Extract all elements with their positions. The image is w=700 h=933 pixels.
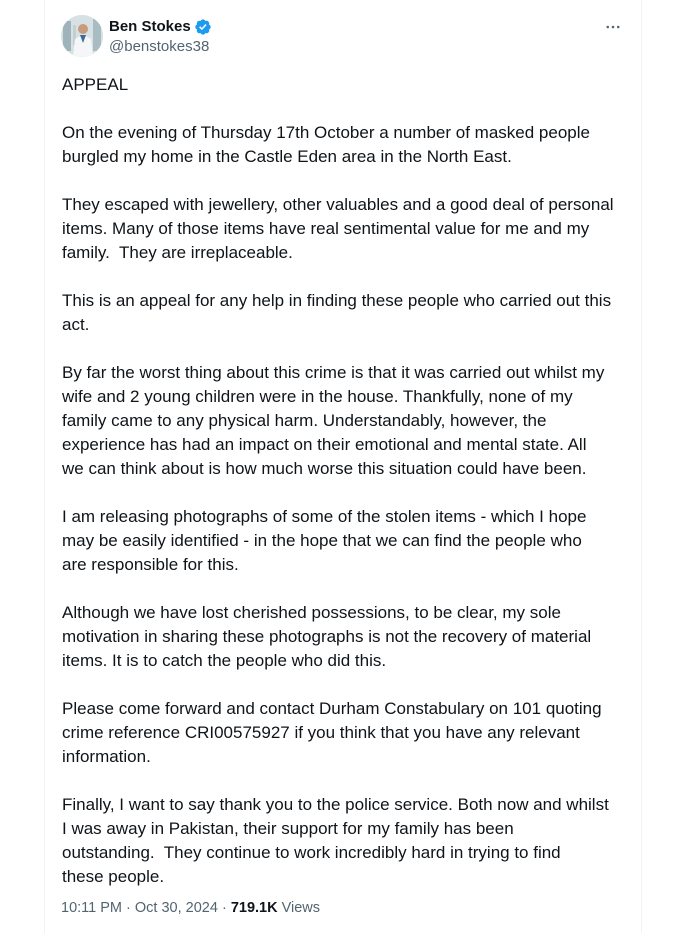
views-label: Views — [277, 900, 321, 916]
tweet-time[interactable]: 10:11 PM — [61, 900, 122, 916]
meta-separator-2: · — [217, 900, 231, 916]
views-count[interactable]: 719.1K — [230, 900, 278, 916]
meta-separator: · — [122, 900, 135, 916]
tweet-text: APPEAL On the evening of Thursday 17th October a number of masked people burgled my home in the Castle Eden area in the North East. They escaped with jewellery, other valuables and a good deal of personal items. Many of those items have real sentimental value for me and my family. They are irreplaceable. This is an appeal for any help in finding these people who carried out this act. By far the worst thing about this crime is that it was carried out whilst my wife and 2 young children were in the house. Thankfully, none of my family came to any physical harm. Understandably, however, the experience has had an impact on their emotional and mental state. All we can think about is how much worse this situation could have been. I am releasing photographs of some of the stolen items - which I hope may be easily identified - in the hope that we can find the people who are responsible for this. Although we have lost cherished possessions, to be clear, my sole motivation in sharing these photographs is not the recovery of material items. It is to catch the people who did this. Please come forward and contact Durham Constabulary on 101 quoting crime reference CRI00575927 if you think that you have any relevant information. Finally, I want to say thank you to the police service. Both now and whilst I was away in Pakistan, their support for my family has been outstanding. They continue to work incredibly hard in trying to find these people. — [62, 75, 614, 886]
more-horizontal-icon — [604, 18, 622, 36]
verified-badge-icon[interactable] — [194, 18, 212, 36]
author-handle[interactable]: @benstokes38 — [109, 38, 210, 55]
avatar-image — [61, 15, 103, 57]
tweet-card — [44, 0, 642, 933]
tweet-date[interactable]: Oct 30, 2024 — [134, 900, 218, 916]
tweet-meta — [61, 898, 320, 918]
more-options-button[interactable] — [601, 17, 625, 37]
display-name-row — [109, 17, 212, 37]
tweet-header — [61, 15, 627, 59]
avatar[interactable] — [61, 15, 103, 57]
display-name[interactable]: Ben Stokes — [109, 18, 191, 35]
author-names — [109, 17, 212, 57]
